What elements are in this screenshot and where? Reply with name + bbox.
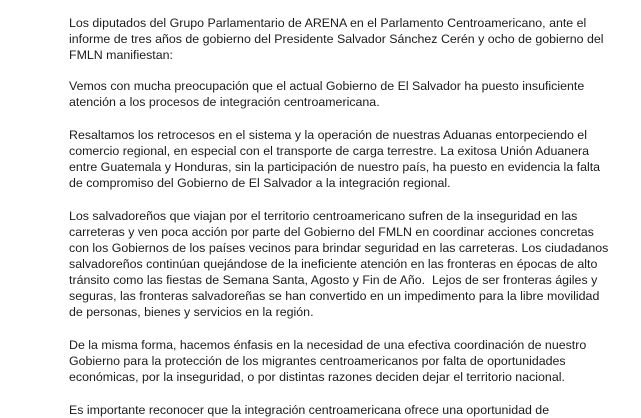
text-line: carreteras y ven poca acción por parte del Gobierno del FMLN en coordinar acciones concretas [69,225,594,239]
text-line: tránsito como las fiestas de Semana Santa, Agosto y Fin de Año. Lejos de ser fronteras ágiles y [69,273,598,287]
paragraph-intro [69,15,641,63]
text-line: informe de tres años de gobierno del Presidente Salvador Sánchez Cerén y ocho de gobierno del [69,32,604,46]
paragraph-customs [69,127,641,191]
paragraph-opportunity [69,402,641,418]
text-line: de compromiso del Gobierno de El Salvador a la integración regional. [69,176,451,190]
paragraph-migrants [69,337,641,385]
text-line: FMLN manifiestan: [69,48,173,62]
text-line: Gobierno para la protección de los migrantes centroamericanos por falta de oportunidades [69,354,566,368]
document-body [69,15,641,418]
text-line: Los salvadoreños que viajan por el territorio centroamericano sufren de la inseguridad en las [69,209,578,223]
text-line: Vemos con mucha preocupación que el actual Gobierno de El Salvador ha puesto insuficiente [69,79,585,93]
text-line: comercio regional, en especial con el transporte de carga terrestre. La exitosa Unión Aduanera [69,144,590,158]
text-line: atención a los procesos de integración centroamericana. [69,95,380,109]
text-line: Es importante reconocer que la integración centroamericana ofrece una oportunidad de [69,403,550,417]
paragraph-integration-concern [69,78,641,110]
text-line: salvadoreños continúan quejándose de la ineficiente atención en las fronteras en épocas de alto [69,257,598,271]
text-line: Los diputados del Grupo Parlamentario de ARENA en el Parlamento Centroamericano, ante el [69,16,587,30]
text-line: De la misma forma, hacemos énfasis en la necesidad de una efectiva coordinación de nuestro [69,338,587,352]
text-line: con los Gobiernos de los países vecinos para brindar seguridad en las carreteras. Los ciudadanos [69,241,609,255]
text-line: económicas, por la inseguridad, o por distintas razones deciden dejar el territorio nacional. [69,370,565,384]
text-line: de personas, bienes y servicios en la región. [69,305,314,319]
paragraph-road-security [69,208,641,320]
text-line: Resaltamos los retrocesos en el sistema y la operación de nuestras Aduanas entorpeciendo el [69,128,587,142]
text-line: seguras, las fronteras salvadoreñas se han convertido en un impedimento para la libre movilidad [69,289,600,303]
text-line: entre Guatemala y Honduras, sin la participación de nuestro país, ha puesto en evidencia la falta [69,160,601,174]
